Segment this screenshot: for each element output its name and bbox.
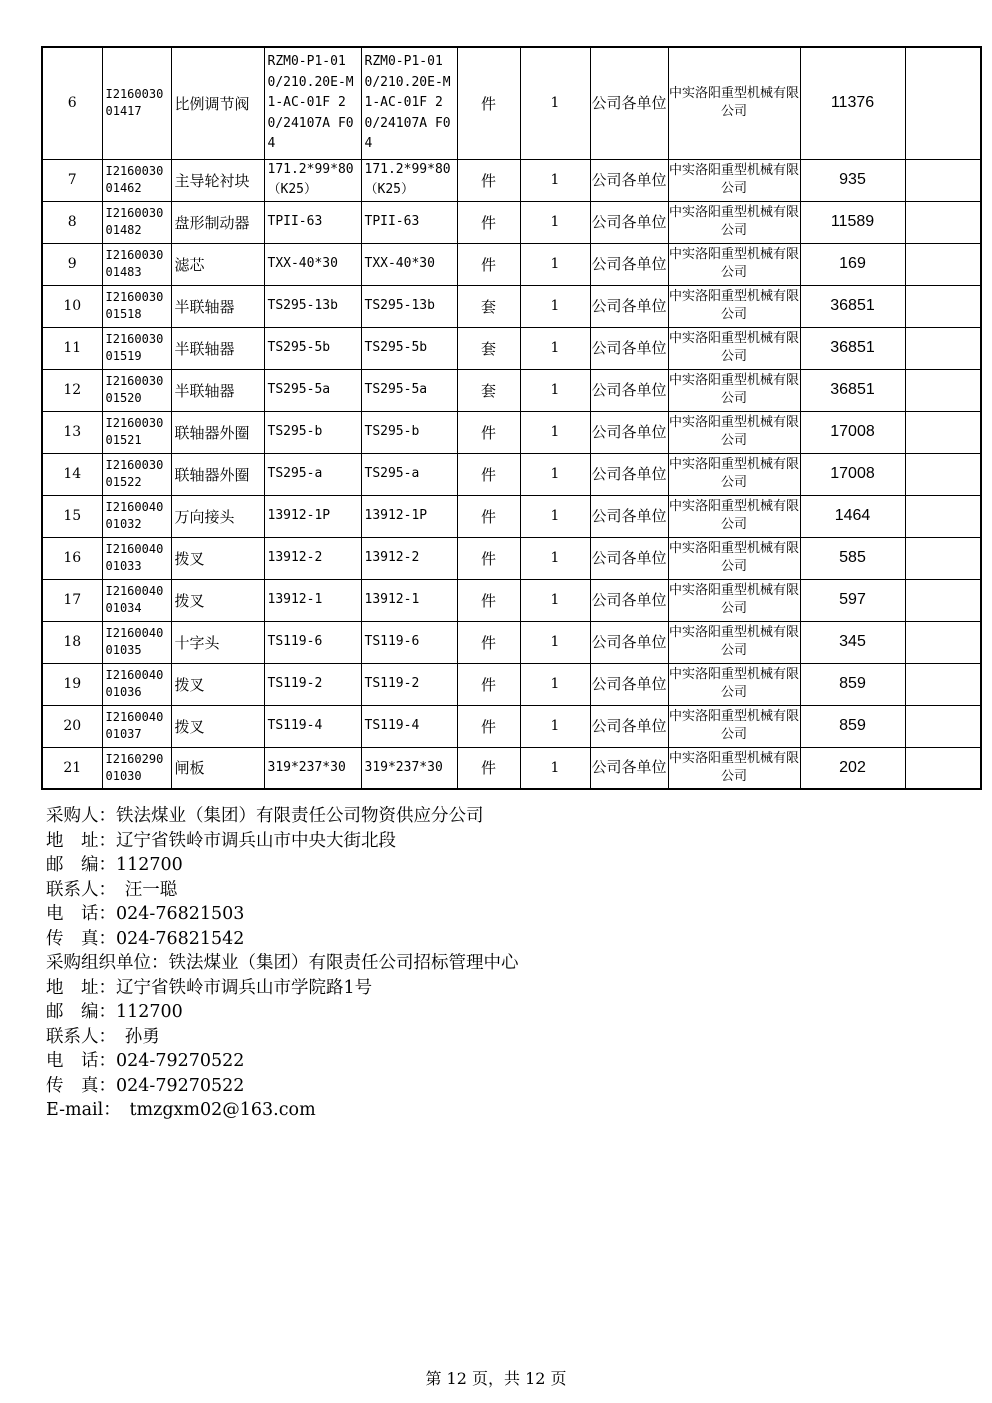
price-cell: 935 (800, 159, 905, 201)
note-cell (905, 327, 981, 369)
quantity-cell: 1 (520, 201, 590, 243)
unit-cell: 件 (457, 747, 520, 789)
row-number-cell: 7 (42, 159, 102, 201)
model-cell: 13912-1P (361, 495, 457, 537)
note-cell (905, 201, 981, 243)
material-code-cell: I216029001030 (102, 747, 171, 789)
row-number-cell: 15 (42, 495, 102, 537)
price-cell: 17008 (800, 411, 905, 453)
table-row (42, 243, 981, 285)
quantity-cell: 1 (520, 411, 590, 453)
material-code-cell: I216003001520 (102, 369, 171, 411)
price-cell: 202 (800, 747, 905, 789)
material-name-cell: 拨叉 (171, 579, 264, 621)
table-row (42, 159, 981, 201)
row-number-cell: 9 (42, 243, 102, 285)
material-code-cell: I216003001417 (102, 47, 171, 159)
note-cell (905, 579, 981, 621)
table-row (42, 537, 981, 579)
unit-cell: 件 (457, 705, 520, 747)
using-department-cell: 公司各单位 (590, 579, 668, 621)
specification-cell: TS119-2 (264, 663, 361, 705)
unit-cell: 件 (457, 537, 520, 579)
row-number-cell: 13 (42, 411, 102, 453)
contact-line: E-mail： tmzgxm02@163.com (46, 1100, 316, 1120)
note-cell (905, 411, 981, 453)
contact-line: 联系人： 汪一聪 (46, 879, 178, 900)
row-number-cell: 19 (42, 663, 102, 705)
quantity-cell: 1 (520, 369, 590, 411)
contact-line: 电 话：024-76821503 (46, 904, 245, 924)
material-code-cell: I216004001035 (102, 621, 171, 663)
note-cell (905, 495, 981, 537)
supplier-cell: 中实洛阳重型机械有限公司 (668, 159, 800, 201)
material-name-cell: 滤芯 (171, 243, 264, 285)
table-row (42, 369, 981, 411)
material-code-cell: I216003001483 (102, 243, 171, 285)
unit-cell: 件 (457, 579, 520, 621)
specification-cell: RZM0-P1-010/210.20E-M1-AC-01F 20/24107A F04 (264, 47, 361, 159)
contact-line: 地 址：辽宁省铁岭市调兵山市学院路1号 (46, 977, 373, 998)
using-department-cell: 公司各单位 (590, 411, 668, 453)
material-name-cell: 闸板 (171, 747, 264, 789)
supplier-cell: 中实洛阳重型机械有限公司 (668, 47, 800, 159)
contact-line: 邮 编：112700 (46, 855, 183, 875)
material-code-cell: I216003001522 (102, 453, 171, 495)
material-name-cell: 主导轮衬块 (171, 159, 264, 201)
specification-cell: TXX-40*30 (264, 243, 361, 285)
price-cell: 1464 (800, 495, 905, 537)
quantity-cell: 1 (520, 243, 590, 285)
material-name-cell: 半联轴器 (171, 327, 264, 369)
quantity-cell: 1 (520, 537, 590, 579)
using-department-cell: 公司各单位 (590, 495, 668, 537)
using-department-cell: 公司各单位 (590, 47, 668, 159)
supplier-cell: 中实洛阳重型机械有限公司 (668, 411, 800, 453)
contact-line: 传 真：024-76821542 (46, 928, 245, 949)
unit-cell: 套 (457, 285, 520, 327)
supplier-cell: 中实洛阳重型机械有限公司 (668, 453, 800, 495)
specification-cell: TS295-b (264, 411, 361, 453)
specification-cell: TS119-6 (264, 621, 361, 663)
model-cell: TPII-63 (361, 201, 457, 243)
specification-cell: 171.2*99*80（K25） (264, 159, 361, 201)
using-department-cell: 公司各单位 (590, 159, 668, 201)
material-name-cell: 拨叉 (171, 705, 264, 747)
material-name-cell: 比例调节阀 (171, 47, 264, 159)
model-cell: 13912-2 (361, 537, 457, 579)
model-cell: 13912-1 (361, 579, 457, 621)
specification-cell: 13912-1P (264, 495, 361, 537)
unit-cell: 套 (457, 327, 520, 369)
specification-cell: TS119-4 (264, 705, 361, 747)
price-cell: 11376 (800, 47, 905, 159)
row-number-cell: 14 (42, 453, 102, 495)
model-cell: TS295-b (361, 411, 457, 453)
note-cell (905, 537, 981, 579)
items-table (41, 46, 982, 790)
contact-line: 传 真：024-79270522 (46, 1075, 245, 1096)
model-cell: TS119-2 (361, 663, 457, 705)
row-number-cell: 21 (42, 747, 102, 789)
material-code-cell: I216003001521 (102, 411, 171, 453)
supplier-cell: 中实洛阳重型机械有限公司 (668, 663, 800, 705)
price-cell: 345 (800, 621, 905, 663)
contact-info (46, 804, 519, 1123)
quantity-cell: 1 (520, 47, 590, 159)
unit-cell: 件 (457, 453, 520, 495)
material-code-cell: I216003001519 (102, 327, 171, 369)
material-code-cell: I216004001037 (102, 705, 171, 747)
unit-cell: 件 (457, 663, 520, 705)
unit-cell: 件 (457, 621, 520, 663)
using-department-cell: 公司各单位 (590, 243, 668, 285)
supplier-cell: 中实洛阳重型机械有限公司 (668, 747, 800, 789)
contact-line: 电 话：024-79270522 (46, 1051, 245, 1071)
unit-cell: 件 (457, 201, 520, 243)
model-cell: TS295-5b (361, 327, 457, 369)
note-cell (905, 453, 981, 495)
supplier-cell: 中实洛阳重型机械有限公司 (668, 201, 800, 243)
quantity-cell: 1 (520, 453, 590, 495)
table-row (42, 285, 981, 327)
supplier-cell: 中实洛阳重型机械有限公司 (668, 579, 800, 621)
using-department-cell: 公司各单位 (590, 537, 668, 579)
row-number-cell: 16 (42, 537, 102, 579)
using-department-cell: 公司各单位 (590, 201, 668, 243)
material-name-cell: 万向接头 (171, 495, 264, 537)
specification-cell: 13912-1 (264, 579, 361, 621)
price-cell: 597 (800, 579, 905, 621)
material-name-cell: 半联轴器 (171, 369, 264, 411)
quantity-cell: 1 (520, 285, 590, 327)
model-cell: TS119-6 (361, 621, 457, 663)
specification-cell: TS295-5b (264, 327, 361, 369)
supplier-cell: 中实洛阳重型机械有限公司 (668, 621, 800, 663)
quantity-cell: 1 (520, 327, 590, 369)
material-name-cell: 联轴器外圈 (171, 453, 264, 495)
material-code-cell: I216004001032 (102, 495, 171, 537)
note-cell (905, 285, 981, 327)
unit-cell: 件 (457, 159, 520, 201)
table-row (42, 705, 981, 747)
quantity-cell: 1 (520, 579, 590, 621)
price-cell: 17008 (800, 453, 905, 495)
model-cell: TS295-5a (361, 369, 457, 411)
quantity-cell: 1 (520, 663, 590, 705)
contact-line: 采购人：铁法煤业（集团）有限责任公司物资供应分公司 (46, 806, 484, 826)
unit-cell: 件 (457, 411, 520, 453)
material-name-cell: 拨叉 (171, 663, 264, 705)
row-number-cell: 10 (42, 285, 102, 327)
price-cell: 36851 (800, 285, 905, 327)
table-row (42, 201, 981, 243)
material-code-cell: I216003001462 (102, 159, 171, 201)
supplier-cell: 中实洛阳重型机械有限公司 (668, 369, 800, 411)
row-number-cell: 17 (42, 579, 102, 621)
note-cell (905, 369, 981, 411)
specification-cell: TS295-13b (264, 285, 361, 327)
price-cell: 169 (800, 243, 905, 285)
note-cell (905, 159, 981, 201)
page-footer: 第 12 页，共 12 页 (425, 1369, 567, 1388)
table-row (42, 579, 981, 621)
model-cell: TS295-a (361, 453, 457, 495)
unit-cell: 件 (457, 495, 520, 537)
material-name-cell: 十字头 (171, 621, 264, 663)
material-code-cell: I216004001034 (102, 579, 171, 621)
model-cell: 171.2*99*80（K25） (361, 159, 457, 201)
table-row (42, 411, 981, 453)
material-code-cell: I216004001033 (102, 537, 171, 579)
quantity-cell: 1 (520, 621, 590, 663)
note-cell (905, 663, 981, 705)
unit-cell: 件 (457, 47, 520, 159)
model-cell: RZM0-P1-010/210.20E-M1-AC-01F 20/24107A F04 (361, 47, 457, 159)
contact-line: 地 址：辽宁省铁岭市调兵山市中央大街北段 (46, 830, 396, 851)
price-cell: 859 (800, 663, 905, 705)
material-name-cell: 半联轴器 (171, 285, 264, 327)
contact-line: 联系人： 孙勇 (46, 1026, 160, 1047)
table-body (42, 47, 981, 789)
row-number-cell: 20 (42, 705, 102, 747)
note-cell (905, 243, 981, 285)
unit-cell: 件 (457, 243, 520, 285)
contact-line: 采购组织单位：铁法煤业（集团）有限责任公司招标管理中心 (46, 953, 519, 973)
contact-line: 邮 编：112700 (46, 1002, 183, 1022)
using-department-cell: 公司各单位 (590, 621, 668, 663)
price-cell: 36851 (800, 369, 905, 411)
price-cell: 36851 (800, 327, 905, 369)
using-department-cell: 公司各单位 (590, 285, 668, 327)
supplier-cell: 中实洛阳重型机械有限公司 (668, 537, 800, 579)
specification-cell: TS295-a (264, 453, 361, 495)
quantity-cell: 1 (520, 747, 590, 789)
using-department-cell: 公司各单位 (590, 747, 668, 789)
quantity-cell: 1 (520, 495, 590, 537)
row-number-cell: 11 (42, 327, 102, 369)
using-department-cell: 公司各单位 (590, 705, 668, 747)
note-cell (905, 705, 981, 747)
model-cell: TXX-40*30 (361, 243, 457, 285)
material-code-cell: I216003001518 (102, 285, 171, 327)
note-cell (905, 47, 981, 159)
using-department-cell: 公司各单位 (590, 327, 668, 369)
row-number-cell: 6 (42, 47, 102, 159)
quantity-cell: 1 (520, 705, 590, 747)
note-cell (905, 747, 981, 789)
material-name-cell: 盘形制动器 (171, 201, 264, 243)
model-cell: TS295-13b (361, 285, 457, 327)
using-department-cell: 公司各单位 (590, 663, 668, 705)
supplier-cell: 中实洛阳重型机械有限公司 (668, 495, 800, 537)
material-code-cell: I216003001482 (102, 201, 171, 243)
specification-cell: TS295-5a (264, 369, 361, 411)
material-code-cell: I216004001036 (102, 663, 171, 705)
table-row (42, 495, 981, 537)
using-department-cell: 公司各单位 (590, 369, 668, 411)
supplier-cell: 中实洛阳重型机械有限公司 (668, 285, 800, 327)
supplier-cell: 中实洛阳重型机械有限公司 (668, 327, 800, 369)
material-name-cell: 拨叉 (171, 537, 264, 579)
specification-cell: 13912-2 (264, 537, 361, 579)
table-row (42, 621, 981, 663)
unit-cell: 套 (457, 369, 520, 411)
model-cell: TS119-4 (361, 705, 457, 747)
material-name-cell: 联轴器外圈 (171, 411, 264, 453)
using-department-cell: 公司各单位 (590, 453, 668, 495)
row-number-cell: 12 (42, 369, 102, 411)
supplier-cell: 中实洛阳重型机械有限公司 (668, 705, 800, 747)
table-row (42, 327, 981, 369)
price-cell: 11589 (800, 201, 905, 243)
table-row (42, 47, 981, 159)
supplier-cell: 中实洛阳重型机械有限公司 (668, 243, 800, 285)
quantity-cell: 1 (520, 159, 590, 201)
model-cell: 319*237*30 (361, 747, 457, 789)
table-row (42, 663, 981, 705)
row-number-cell: 8 (42, 201, 102, 243)
specification-cell: 319*237*30 (264, 747, 361, 789)
price-cell: 585 (800, 537, 905, 579)
table-row (42, 747, 981, 789)
row-number-cell: 18 (42, 621, 102, 663)
price-cell: 859 (800, 705, 905, 747)
table-row (42, 453, 981, 495)
note-cell (905, 621, 981, 663)
specification-cell: TPII-63 (264, 201, 361, 243)
